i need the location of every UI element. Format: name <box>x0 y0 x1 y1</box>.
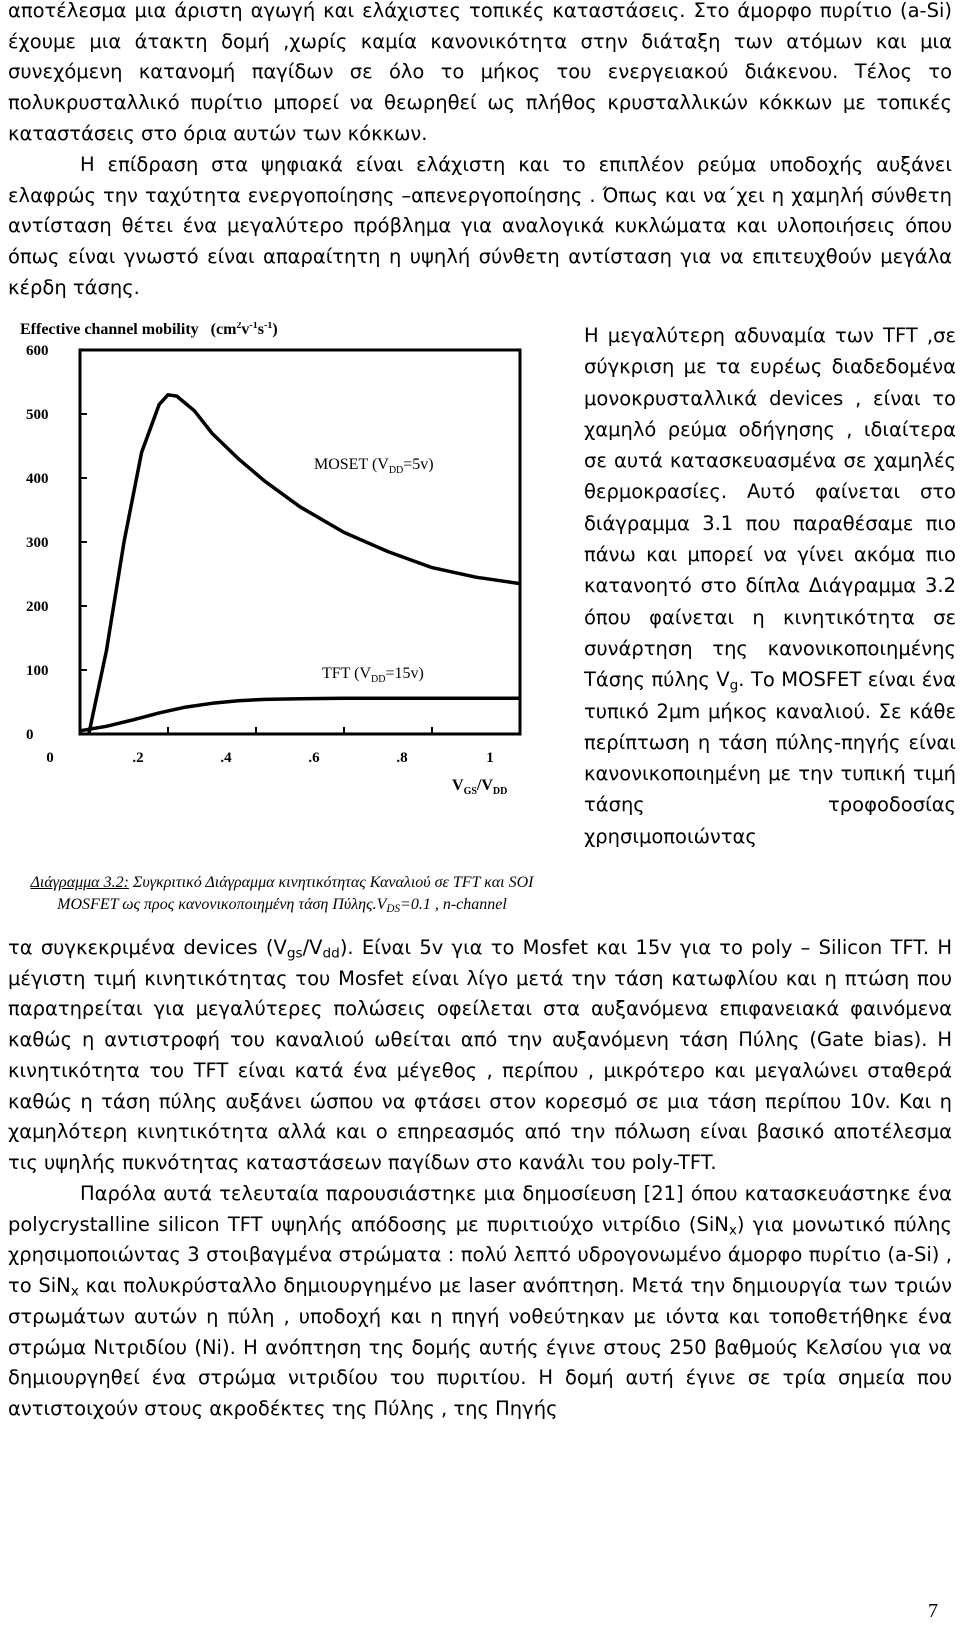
tft-series-label: TFT $(V_{DD}=15v)$ <box>322 665 424 685</box>
y-tick-label: 400 <box>26 471 49 487</box>
y-tick-label: 0 <box>26 727 34 743</box>
x-tick-label: .6 <box>308 750 320 766</box>
x-tick-label: 0 <box>46 750 54 766</box>
plot-frame <box>80 350 520 734</box>
x-tick-label: 1 <box>486 750 494 766</box>
x-tick-label: .8 <box>396 750 408 766</box>
mobility-chart <box>0 322 560 842</box>
mobility-chart-figure <box>0 322 560 922</box>
figure-caption: Διάγραμμα 3.2: Συγκριτικό Διάγραμμα κινητικότητας Καναλιού σε TFT και SOI MOSFET ως προς κανονικοποιημένη τάση $\Pi ύ\lambda\eta\varsigma.V_{DS}=0.1$ , n-channel <box>30 874 534 915</box>
side-paragraph: Η μεγαλύτερη αδυναμία των TFT ,σε σύγκριση με τα ευρέως διαδεδομένα μονοκρυσταλλικά devices , είναι το χαμηλό ρεύμα οδήγησης , ιδιαίτερα σε αυτά κατασκευασμένα σε χαμηλές θερμοκρασίες. Αυτό φαίνεται στο διάγραμμα 3.1 που παραθέσαμε πιο πάνω και μπορεί να γίνει ακόμα πιο κατανοητό στο δίπλα Διάγραμμα 3.2 όπου φαίνεται η κινητικότητα σε συνάρτηση της κανονικοποιημένης Τάσης πύλης $V_g$. Το MOSFET είναι ένα τυπικό 2μm μήκος καναλιού. Σε κάθε περίπτωση η τάση πύλης-πηγής είναι κανονικοποιημένη με την τυπική τιμή τάσης τροφοδοσίας χρησιμοποιώντας <box>584 324 956 848</box>
paragraph-mobility-discussion: τα συγκεκριμένα devices $(V_{gs}/V_{dd})$. Είναι 5v για το Mosfet και 15v για το poly – Silicon TFT. Η μέγιστη τιμή κινητικότητας του Mosfet είναι λίγο μετά την τάση κατωφλίου και η πτώση που παρατηρείται για μεγαλύτερες πολώσεις οφείλεται στα αυξανόμενα επιφανειακά φαινόμενα καθώς η αντιστροφή του καναλιού ωθείται από την αυξανόμενη τάση Πύλης (Gate bias). Η κινητικότητα του TFT είναι κατά ένα μέγεθος , περίπου , μικρότερο και μεγαλώνει σταθερά καθώς η τάση πύλης αυξάνει ώσπου να φτάσει στον κορεσμό σε μια τάση περίπου 10v. Και η χαμηλότερη κινητικότητα αλλά και ο επηρεασμός από την πόλωση είναι βασικό αποτέλεσμα τις υψηλής πυκνότητας καταστάσεων παγίδων στο κανάλι του poly-TFT. <box>8 936 952 1174</box>
x-tick-label: .2 <box>132 750 144 766</box>
y-axis-ticks <box>26 343 87 743</box>
mosfet-series-label: MOSET $(V_{DD}=5v)$ <box>314 456 434 476</box>
x-tick-label: .4 <box>220 750 232 766</box>
y-tick-label: 300 <box>26 535 49 551</box>
caption-label: Διάγραμμα 3.2: <box>30 874 129 891</box>
x-axis-label: $V_{GS}/V_{DD}$ <box>452 777 508 797</box>
paragraph-publication: Παρόλα αυτά τελευταία παρουσιάστηκε μια δημοσίευση [21] όπου κατασκευάστηκε ένα polycrystalline silicon TFT υψηλής απόδοσης με πυριτιούχο νιτρίδιο (SiN$_x$) για μονωτικό πύλης χρησιμοποιώντας 3 στοιβαγμένα στρώματα : πολύ λεπτό υδρογονωμένο άμορφο πυρίτιο (a-Si) , το SiN$_x$ και πολυκρύσταλλο δημιουργημένο με laser ανόπτηση. Μετά την δημιουργία των τριών στρωμάτων αυτών η πύλη , υποδοχή και η πηγή νοθεύτηκαν με ιόντα και τοποθετήθηκε ένα στρώμα Νιτριδίου (Ni). Η ανόπτηση της δομής αυτής έγινε στους 250 βαθμούς Κελσίου για να δημιουργηθεί ένα στρώμα νιτριδίου του πυριτίου. Η δομή αυτή έγινε σε τρία σημεία που αντιστοιχούν στους ακροδέκτες της Πύλης , της Πηγής <box>8 1182 952 1420</box>
paragraph-text: αποτέλεσμα μια άριστη αγωγή και ελάχιστες τοπικές καταστάσεις. Στο άμορφο πυρίτιο (a-Si) έχουμε μια άτακτη δομή ,χωρίς καμία κανονικότητα στην διάταξη των ατόμων και μια συνεχόμενη κατανομή παγίδων σε όλο το μήκος του ενεργειακού διάκενου. Τέλος το πολυκρυσταλλικό πυρίτιο μπορεί να θεωρηθεί ως πλήθος κρυσταλλικών κόκκων με τοπικές καταστάσεις στο όρια αυτών των κόκκων. <box>8 0 952 145</box>
y-tick-label: 100 <box>26 663 49 679</box>
chart-title: Effective channel mobility $(cm^2v^{-1}s^{-1})$ <box>20 322 278 338</box>
plot-area <box>80 350 520 734</box>
paragraph-text: Η επίδραση στα ψηφιακά είναι ελάχιστη και το επιπλέον ρεύμα υποδοχής αυξάνει ελαφρώς την ταχύτητα ενεργοποίησης –απενεργοποίησης . Όπως και να΄χει η χαμηλή σύνθετη αντίσταση θέτει ένα μεγαλύτερο πρόβλημα για αναλογικά κυκλώματα και υλοποιήσεις όπου όπως είναι γνωστό είναι απαραίτητη η υψηλή σύνθετη αντίσταση για να επιτευχθούν μεγάλα κέρδη τάσης. <box>8 153 952 299</box>
y-tick-label: 600 <box>26 343 49 359</box>
y-tick-label: 500 <box>26 407 49 423</box>
caption-text: Συγκριτικό Διάγραμμα κινητικότητας Καναλιού σε TFT και SOI MOSFET ως προς κανονικοποιημένη τάση Πύλης.V <box>57 874 534 913</box>
page-number: 7 <box>928 1600 938 1622</box>
paragraph-digital-effect <box>8 150 952 304</box>
paragraph-silicon-types <box>8 0 952 150</box>
y-tick-label: 200 <box>26 599 49 615</box>
